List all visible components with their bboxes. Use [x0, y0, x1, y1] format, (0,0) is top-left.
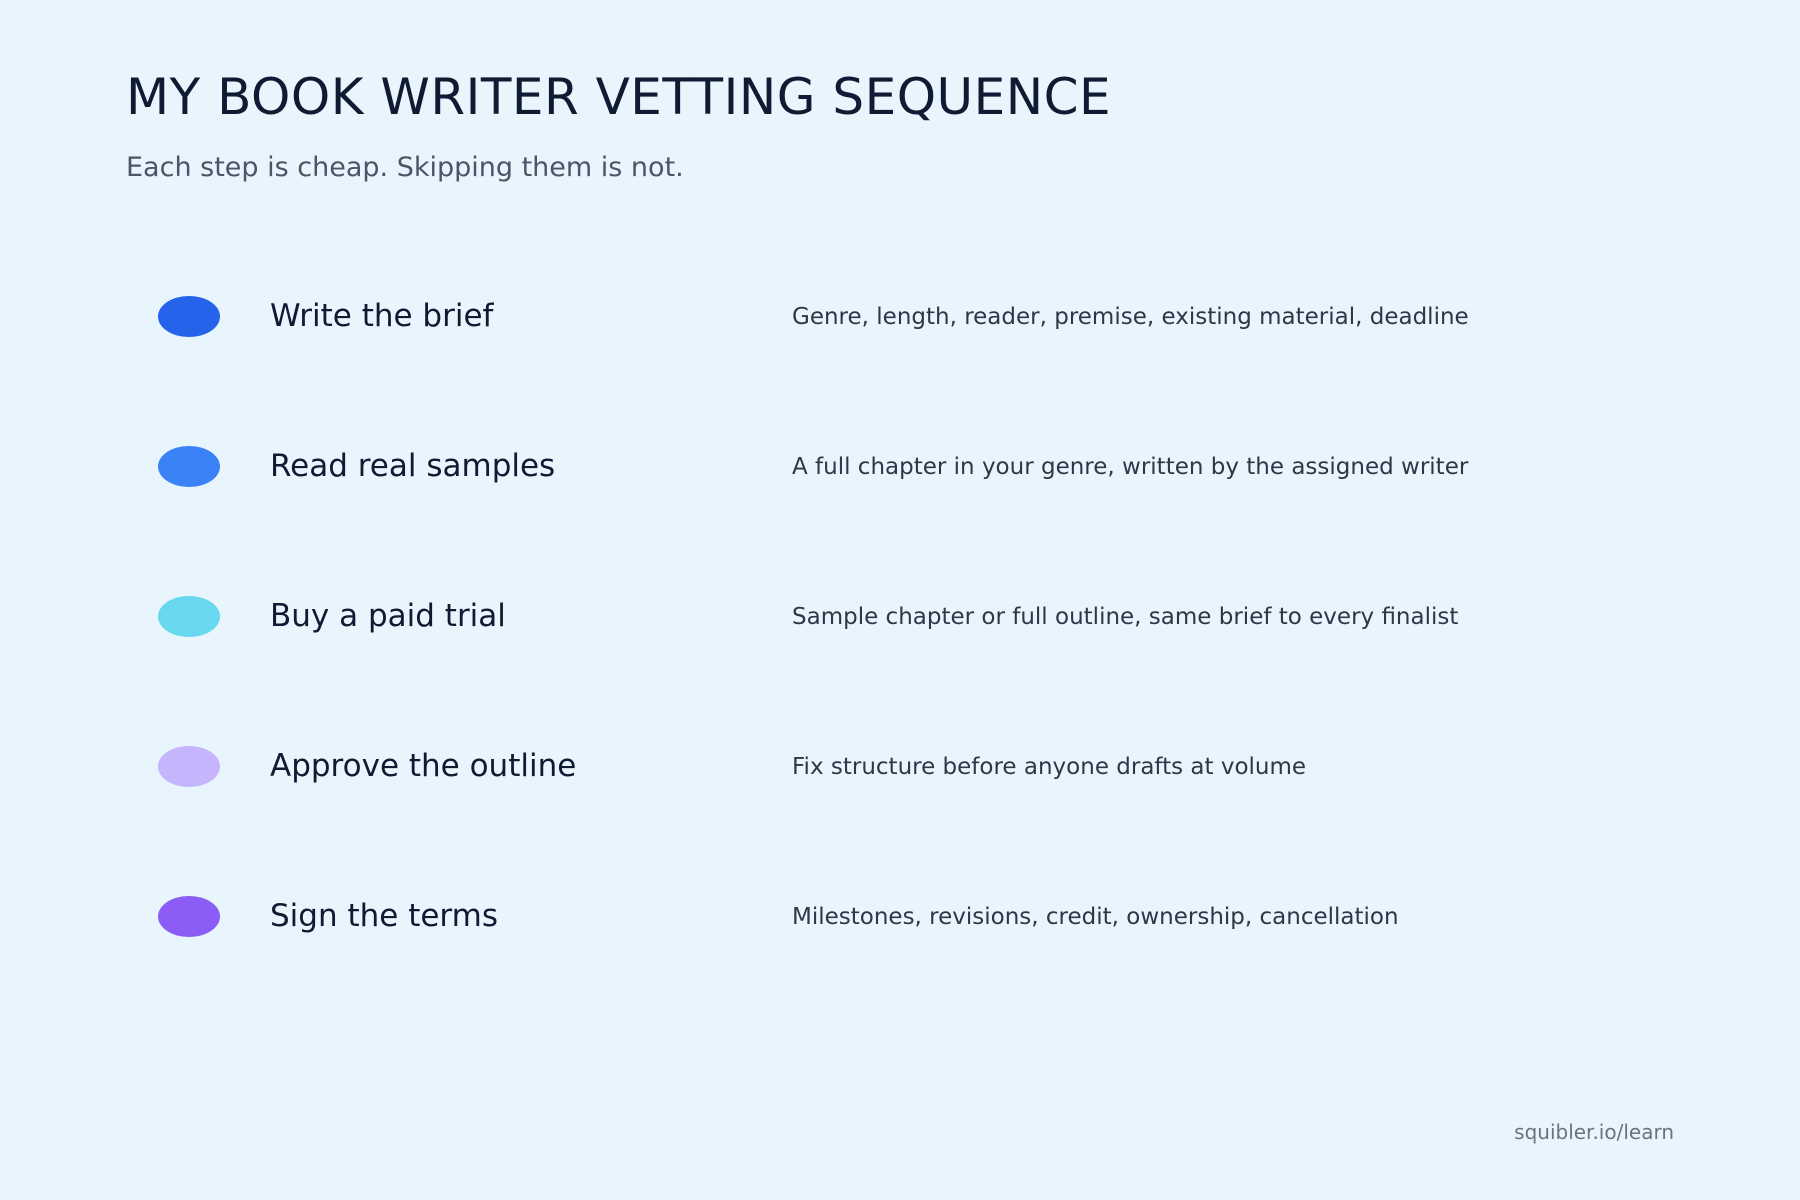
step-paid-trial [0, 576, 1800, 656]
step-description: Milestones, revisions, credit, ownership, cancellation [792, 904, 1399, 930]
step-dot-icon [158, 746, 220, 787]
page-title: MY BOOK WRITER VETTING SEQUENCE [126, 68, 1112, 126]
step-read-samples [0, 426, 1800, 506]
step-label: Write the brief [270, 298, 494, 334]
step-write-brief [0, 276, 1800, 356]
step-approve-outline [0, 726, 1800, 806]
step-label: Read real samples [270, 448, 556, 484]
step-dot-icon [158, 446, 220, 487]
step-dot-icon [158, 296, 220, 337]
step-description: A full chapter in your genre, written by the assigned writer [792, 454, 1469, 480]
step-description: Fix structure before anyone drafts at volume [792, 754, 1307, 780]
step-label: Buy a paid trial [270, 598, 506, 634]
step-description: Sample chapter or full outline, same brief to every finalist [792, 604, 1459, 630]
step-dot-icon [158, 896, 220, 937]
step-dot-icon [158, 596, 220, 637]
page-subtitle: Each step is cheap. Skipping them is not. [126, 152, 684, 183]
footer-link: squibler.io/learn [1514, 1120, 1674, 1144]
step-sign-terms [0, 876, 1800, 956]
step-label: Approve the outline [270, 748, 577, 784]
step-label: Sign the terms [270, 898, 498, 934]
step-description: Genre, length, reader, premise, existing material, deadline [792, 304, 1469, 330]
